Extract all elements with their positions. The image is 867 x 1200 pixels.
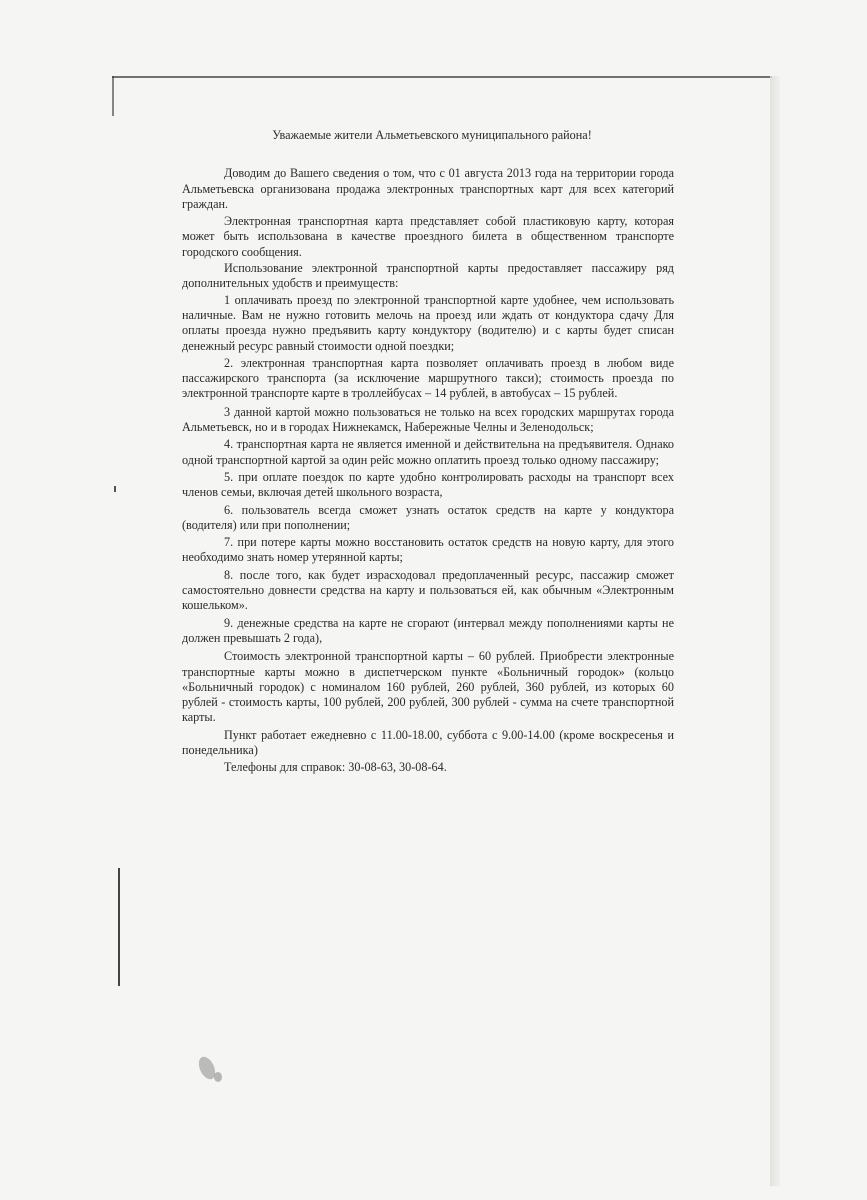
scan-border-left	[112, 76, 114, 116]
ink-smudge-tail	[214, 1072, 222, 1082]
list-item-6: 6. пользователь всегда сможет узнать остаток средств на карте у кондуктора (водителя) или при пополнении;	[182, 502, 674, 532]
list-item-4: 4. транспортная карта не является именной и действительна на предъявителя. Однако одной транспортной картой за один рейс можно оплатить проезд только одному пассажиру;	[182, 437, 674, 467]
list-item-7: 7. при потере карты можно восстановить остаток средств на новую карту, для этого необходимо знать номер утерянной карты;	[182, 535, 674, 565]
list-item-3: 3 данной картой можно пользоваться не только на всех городских маршрутах города Альметьевск, но и в городах Нижнекамск, Набережные Челны и Зеленодольск;	[182, 404, 674, 435]
paragraph-card-description: Электронная транспортная карта представляет собой пластиковую карту, которая может быть использована в качестве проездного билета в общественном транспорте городского сообщения.	[182, 214, 674, 259]
paragraph-card-price: Стоимость электронной транспортной карты – 60 рублей. Приобрести электронные транспортные карты можно в диспетчерском пункте «Больничный городок» (кольцо «Больничный городок) с номиналом 160 рублей, 260 рублей, 360 рублей, из которых 60 рублей - стоимость карты, 100 рублей, 200 рублей, 300 рублей - сумма на счете транспортной карты.	[182, 649, 674, 725]
scan-border-top	[112, 76, 772, 78]
list-item-1: 1 оплачивать проезд по электронной транспортной карте удобнее, чем использовать наличные. Вам не нужно готовить мелочь на проезд или ждать от кондуктора сдачу Для оплаты проезда нужно предъявить карту кондуктору (водителю) и с карты будет списан денежный ресурс равный стоимости одной поездки;	[182, 292, 674, 353]
paragraph-advantages-intro: Использование электронной транспортной карты предоставляет пассажиру ряд дополнительных удобств и преимуществ:	[182, 261, 674, 291]
list-item-2: 2. электронная транспортная карта позволяет оплачивать проезд в любом виде пассажирского транспорта (за исключение маршрутного такси); стоимость проезда по электронной транспорте карте в троллейбусах – 14 рублей, в автобусах – 15 рублей.	[182, 355, 674, 401]
margin-tick-mark	[114, 486, 116, 492]
notice-document	[182, 128, 674, 776]
list-item-5: 5. при оплате поездок по карте удобно контролировать расходы на транспорт всех членов семьи, включая детей школьного возраста,	[182, 469, 674, 500]
notice-title: Уважаемые жители Альметьевского муниципального района!	[272, 128, 592, 142]
list-item-9: 9. денежные средства на карте не сгорают (интервал между пополнениями карты не должен превышать 2 года),	[182, 615, 674, 645]
list-item-8: 8. после того, как будет израсходовал предоплаченный ресурс, пассажир сможет самостоятельно довнести средства на карту и пользоваться ей, как обычным «Электронным кошельком».	[182, 567, 674, 613]
paragraph-working-hours: Пункт работает ежедневно с 11.00-18.00, суббота с 9.00-14.00 (кроме воскресенья и понедельника)	[182, 727, 674, 757]
paragraph-intro: Доводим до Вашего сведения о том, что с 01 августа 2013 года на территории города Альметьевска организована продажа электронных транспортных карт для всех категорий граждан.	[182, 166, 674, 211]
margin-vertical-mark	[118, 868, 120, 986]
paragraph-phones: Телефоны для справок: 30-08-63, 30-08-64.	[224, 760, 447, 775]
scan-border-right-shadow	[770, 76, 780, 1186]
